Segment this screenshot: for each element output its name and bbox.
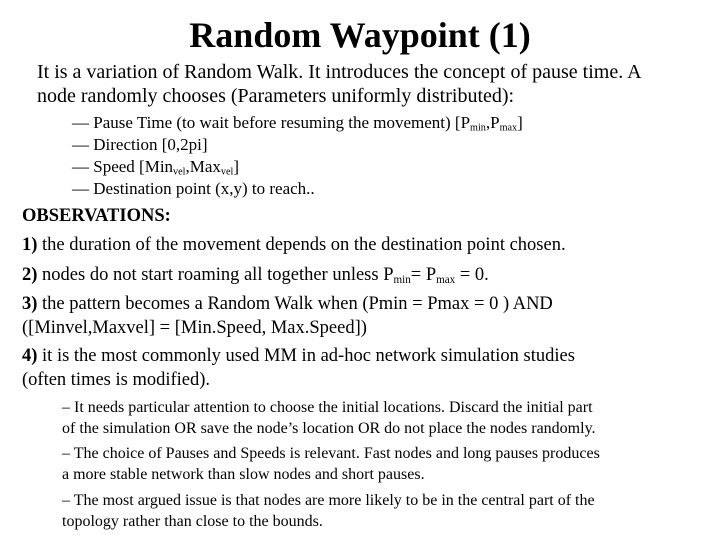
observation-4: 4) it is the most commonly used MM in ad-hoc network simulation studies [22,346,575,366]
param-speed: — Speed [Min$_{vel}$,Max$_{vel}$] [72,157,240,178]
note-2-cont: a more stable network than slow nodes and short pauses. [62,466,425,483]
intro-line-1: It is a variation of Random Walk. It introduces the concept of pause time. A [37,61,642,83]
observation-2: 2) nodes do not start roaming all together unless $P_{min}= P_{max} = 0$. [22,265,489,286]
observation-1: 1) the duration of the movement depends on the destination point chosen. [22,235,566,255]
observations-heading: OBSERVATIONS: [22,206,171,226]
note-2: – The choice of Pauses and Speeds is relevant. Fast nodes and long pauses produces [62,445,600,462]
observation-3-cont: ([Minvel,Maxvel] = [Min.Speed, Max.Speed]) [22,318,367,338]
param-direction: — Direction [0,2pi] [72,135,208,154]
param-destination: — Destination point (x,y) to reach.. [72,179,315,198]
param-pause-time: — Pause Time (to wait before resuming the movement) $[P_{min},P_{max}]$ [72,113,523,134]
note-3-cont: topology rather than close to the bounds. [62,513,323,530]
intro-line-2: node randomly chooses (Parameters uniformly distributed): [37,85,515,107]
observation-4-cont: (often times is modified). [22,370,211,390]
observation-3: 3) the pattern becomes a Random Walk when (Pmin = Pmax = 0 ) AND [22,294,553,314]
slide-title: Random Waypoint (1) [189,15,531,55]
note-3: – The most argued issue is that nodes are more likely to be in the central part of the [62,492,595,509]
note-1-cont: of the simulation OR save the node’s location OR do not place the nodes randomly. [62,420,596,437]
note-1: – It needs particular attention to choose the initial locations. Discard the initial part [62,399,593,416]
